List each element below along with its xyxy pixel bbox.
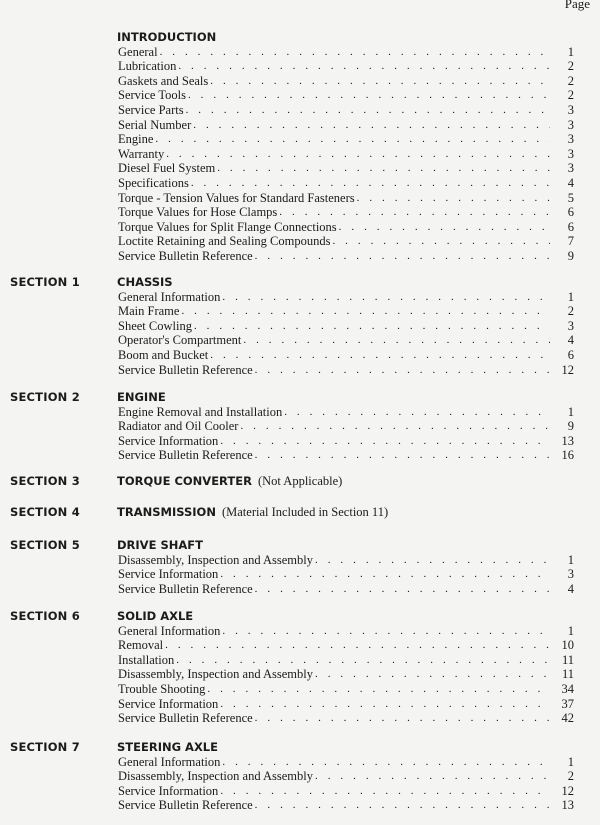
toc-entry[interactable]: [118, 362, 574, 377]
toc-entry[interactable]: [118, 289, 574, 304]
toc-entry[interactable]: [118, 73, 574, 88]
toc-entry[interactable]: [118, 681, 574, 696]
entry-label: General Information: [118, 289, 221, 304]
dot-leader: [176, 653, 550, 667]
section-title-text: SOLID AXLE: [117, 609, 194, 623]
toc-entry[interactable]: [118, 652, 574, 667]
dot-leader: [207, 682, 550, 696]
page-header-label: Page: [564, 0, 590, 11]
entry-list: [118, 44, 574, 263]
entry-label: Disassembly, Inspection and Assembly: [118, 552, 314, 567]
toc-entry[interactable]: [118, 304, 574, 319]
entry-page-number: 13: [561, 433, 574, 448]
entry-label: General Information: [118, 623, 221, 638]
dot-leader: [315, 667, 550, 681]
entry-page-number: 2: [567, 304, 574, 319]
entry-label: Engine: [118, 132, 154, 147]
entry-label: General Information: [118, 754, 221, 769]
entry-label: Disassembly, Inspection and Assembly: [118, 769, 314, 784]
section-title: [117, 609, 193, 623]
dot-leader: [255, 249, 550, 263]
dot-leader: [193, 118, 550, 132]
dot-leader: [315, 769, 550, 783]
entry-page-number: 3: [567, 567, 574, 582]
entry-page-number: 12: [561, 362, 574, 377]
entry-page-number: 11: [561, 667, 574, 682]
entry-page-number: 13: [561, 798, 574, 813]
dot-leader: [332, 234, 550, 248]
dot-leader: [284, 405, 550, 419]
section-title: [117, 390, 166, 404]
entry-page-number: 1: [567, 623, 574, 638]
entry-label: Boom and Bucket: [118, 347, 209, 362]
section-number: SECTION 7: [10, 740, 80, 754]
dot-leader: [255, 582, 550, 596]
entry-page-number: 3: [567, 318, 574, 333]
toc-entry[interactable]: [118, 132, 574, 147]
entry-page-number: 34: [561, 681, 574, 696]
dot-leader: [155, 132, 550, 146]
toc-entry[interactable]: [118, 347, 574, 362]
entry-label: Torque Values for Split Flange Connections: [118, 219, 337, 234]
entry-page-number: 12: [561, 783, 574, 798]
toc-entry[interactable]: [118, 146, 574, 161]
dot-leader: [243, 333, 550, 347]
entry-page-number: 16: [561, 448, 574, 463]
dot-leader: [191, 176, 550, 190]
entry-label: Operator's Compartment: [118, 333, 242, 348]
toc-entry[interactable]: [118, 404, 574, 419]
toc-entry[interactable]: [118, 433, 574, 448]
entry-page-number: 3: [567, 132, 574, 147]
toc-entry[interactable]: [118, 161, 574, 176]
section-title: [117, 474, 342, 489]
entry-page-number: 6: [567, 219, 574, 234]
section-title-text: TORQUE CONVERTER: [117, 474, 252, 488]
toc-entry[interactable]: [118, 117, 574, 132]
entry-label: Service Bulletin Reference: [118, 362, 253, 377]
entry-page-number: 3: [567, 161, 574, 176]
toc-entry[interactable]: [118, 205, 574, 220]
section-note: (Not Applicable): [257, 474, 343, 488]
toc-entry[interactable]: [118, 567, 574, 582]
entry-label: Sheet Cowling: [118, 318, 192, 333]
entry-label: Radiator and Oil Cooler: [118, 419, 239, 434]
toc-entry[interactable]: [118, 318, 574, 333]
entry-page-number: 6: [567, 347, 574, 362]
entry-label: Service Information: [118, 433, 219, 448]
entry-page-number: 2: [567, 73, 574, 88]
dot-leader: [165, 638, 550, 652]
toc-entry[interactable]: [118, 667, 574, 682]
toc-entry[interactable]: [118, 248, 574, 263]
toc-entry[interactable]: [118, 711, 574, 726]
dot-leader: [255, 448, 550, 462]
entry-label: Diesel Fuel System: [118, 161, 216, 176]
entry-list: [118, 623, 574, 725]
dot-leader: [220, 697, 550, 711]
entry-page-number: 2: [567, 769, 574, 784]
entry-list: [118, 754, 574, 812]
section-title: [117, 275, 173, 289]
dot-leader: [210, 348, 550, 362]
entry-page-number: 3: [567, 146, 574, 161]
entry-label: Installation: [118, 652, 175, 667]
toc-entry[interactable]: [118, 190, 574, 205]
entry-page-number: 1: [567, 552, 574, 567]
section-title: [117, 30, 216, 44]
dot-leader: [255, 363, 550, 377]
toc-entry[interactable]: [118, 754, 574, 769]
entry-list: [118, 404, 574, 462]
dot-leader: [166, 147, 550, 161]
dot-leader: [181, 304, 550, 318]
toc-entry[interactable]: [118, 638, 574, 653]
entry-label: Serial Number: [118, 117, 192, 132]
entry-page-number: 10: [561, 638, 574, 653]
section-title-text: STEERING AXLE: [117, 740, 218, 754]
toc-entry[interactable]: [118, 783, 574, 798]
toc-entry[interactable]: [118, 219, 574, 234]
dot-leader: [339, 220, 550, 234]
entry-label: Loctite Retaining and Sealing Compounds: [118, 234, 331, 249]
toc-entry[interactable]: [118, 234, 574, 249]
entry-label: Service Bulletin Reference: [118, 581, 253, 596]
entry-list: [118, 552, 574, 596]
toc-entry[interactable]: [118, 581, 574, 596]
dot-leader: [220, 567, 550, 581]
entry-list: [118, 289, 574, 377]
entry-label: Torque Values for Hose Clamps: [118, 205, 278, 220]
section-number: SECTION 5: [10, 538, 80, 552]
entry-label: Trouble Shooting: [118, 681, 206, 696]
section-title-text: CHASSIS: [117, 275, 173, 289]
entry-label: Service Bulletin Reference: [118, 448, 253, 463]
section-title-text: TRANSMISSION: [117, 505, 216, 519]
entry-label: General: [118, 44, 158, 59]
entry-page-number: 11: [561, 652, 574, 667]
dot-leader: [255, 711, 550, 725]
dot-leader: [178, 59, 550, 73]
section-title: [117, 538, 203, 552]
entry-label: Service Information: [118, 783, 219, 798]
section-number: SECTION 2: [10, 390, 80, 404]
entry-label: Service Bulletin Reference: [118, 248, 253, 263]
entry-page-number: 6: [567, 205, 574, 220]
dot-leader: [210, 74, 550, 88]
section-number: SECTION 1: [10, 275, 80, 289]
entry-page-number: 1: [567, 754, 574, 769]
entry-page-number: 5: [567, 190, 574, 205]
section-number: SECTION 6: [10, 609, 80, 623]
dot-leader: [222, 290, 550, 304]
toc-entry[interactable]: [118, 798, 574, 813]
toc-entry[interactable]: [118, 623, 574, 638]
entry-label: Service Tools: [118, 88, 186, 103]
dot-leader: [186, 103, 550, 117]
section-title-text: ENGINE: [117, 390, 166, 404]
entry-label: Service Bulletin Reference: [118, 711, 253, 726]
toc-entry[interactable]: [118, 102, 574, 117]
entry-label: Specifications: [118, 175, 189, 190]
entry-page-number: 37: [561, 696, 574, 711]
section-title-text: INTRODUCTION: [117, 30, 217, 44]
section-title-text: DRIVE SHAFT: [117, 538, 203, 552]
toc-entry[interactable]: [118, 552, 574, 567]
entry-label: Torque - Tension Values for Standard Fasteners: [118, 190, 355, 205]
entry-page-number: 9: [567, 419, 574, 434]
dot-leader: [222, 624, 550, 638]
toc-entry[interactable]: [118, 419, 574, 434]
dot-leader: [220, 434, 550, 448]
entry-page-number: 4: [567, 581, 574, 596]
dot-leader: [194, 319, 550, 333]
toc-entry[interactable]: [118, 769, 574, 784]
dot-leader: [279, 205, 550, 219]
entry-label: Removal: [118, 638, 164, 653]
entry-page-number: 1: [567, 404, 574, 419]
dot-leader: [222, 755, 550, 769]
toc-entry[interactable]: [118, 333, 574, 348]
dot-leader: [255, 798, 550, 812]
toc-entry[interactable]: [118, 696, 574, 711]
entry-page-number: 2: [567, 88, 574, 103]
section-number: SECTION 4: [10, 505, 80, 519]
dot-leader: [315, 553, 550, 567]
entry-page-number: 4: [567, 333, 574, 348]
entry-page-number: 4: [567, 175, 574, 190]
section-number: SECTION 3: [10, 474, 80, 488]
section-title: [117, 505, 388, 520]
entry-label: Service Parts: [118, 102, 184, 117]
entry-label: Lubrication: [118, 59, 177, 74]
entry-label: Warranty: [118, 146, 165, 161]
dot-leader: [220, 784, 550, 798]
toc-entry[interactable]: [118, 448, 574, 463]
entry-page-number: 7: [567, 234, 574, 249]
dot-leader: [357, 191, 550, 205]
entry-label: Engine Removal and Installation: [118, 404, 283, 419]
entry-label: Service Information: [118, 696, 219, 711]
entry-page-number: 42: [561, 711, 574, 726]
dot-leader: [160, 45, 550, 59]
dot-leader: [217, 161, 550, 175]
entry-page-number: 3: [567, 102, 574, 117]
section-title: [117, 740, 218, 754]
toc-entry[interactable]: [118, 88, 574, 103]
entry-page-number: 9: [567, 248, 574, 263]
entry-label: Main Frame: [118, 304, 180, 319]
toc-entry[interactable]: [118, 59, 574, 74]
entry-page-number: 1: [567, 44, 574, 59]
entry-page-number: 3: [567, 117, 574, 132]
dot-leader: [188, 88, 550, 102]
toc-entry[interactable]: [118, 175, 574, 190]
entry-label: Service Information: [118, 567, 219, 582]
entry-label: Service Bulletin Reference: [118, 798, 253, 813]
entry-page-number: 2: [567, 59, 574, 74]
dot-leader: [240, 419, 550, 433]
section-note: (Material Included in Section 11): [221, 505, 389, 519]
entry-page-number: 1: [567, 289, 574, 304]
toc-entry[interactable]: [118, 44, 574, 59]
entry-label: Disassembly, Inspection and Assembly: [118, 667, 314, 682]
entry-label: Gaskets and Seals: [118, 73, 209, 88]
